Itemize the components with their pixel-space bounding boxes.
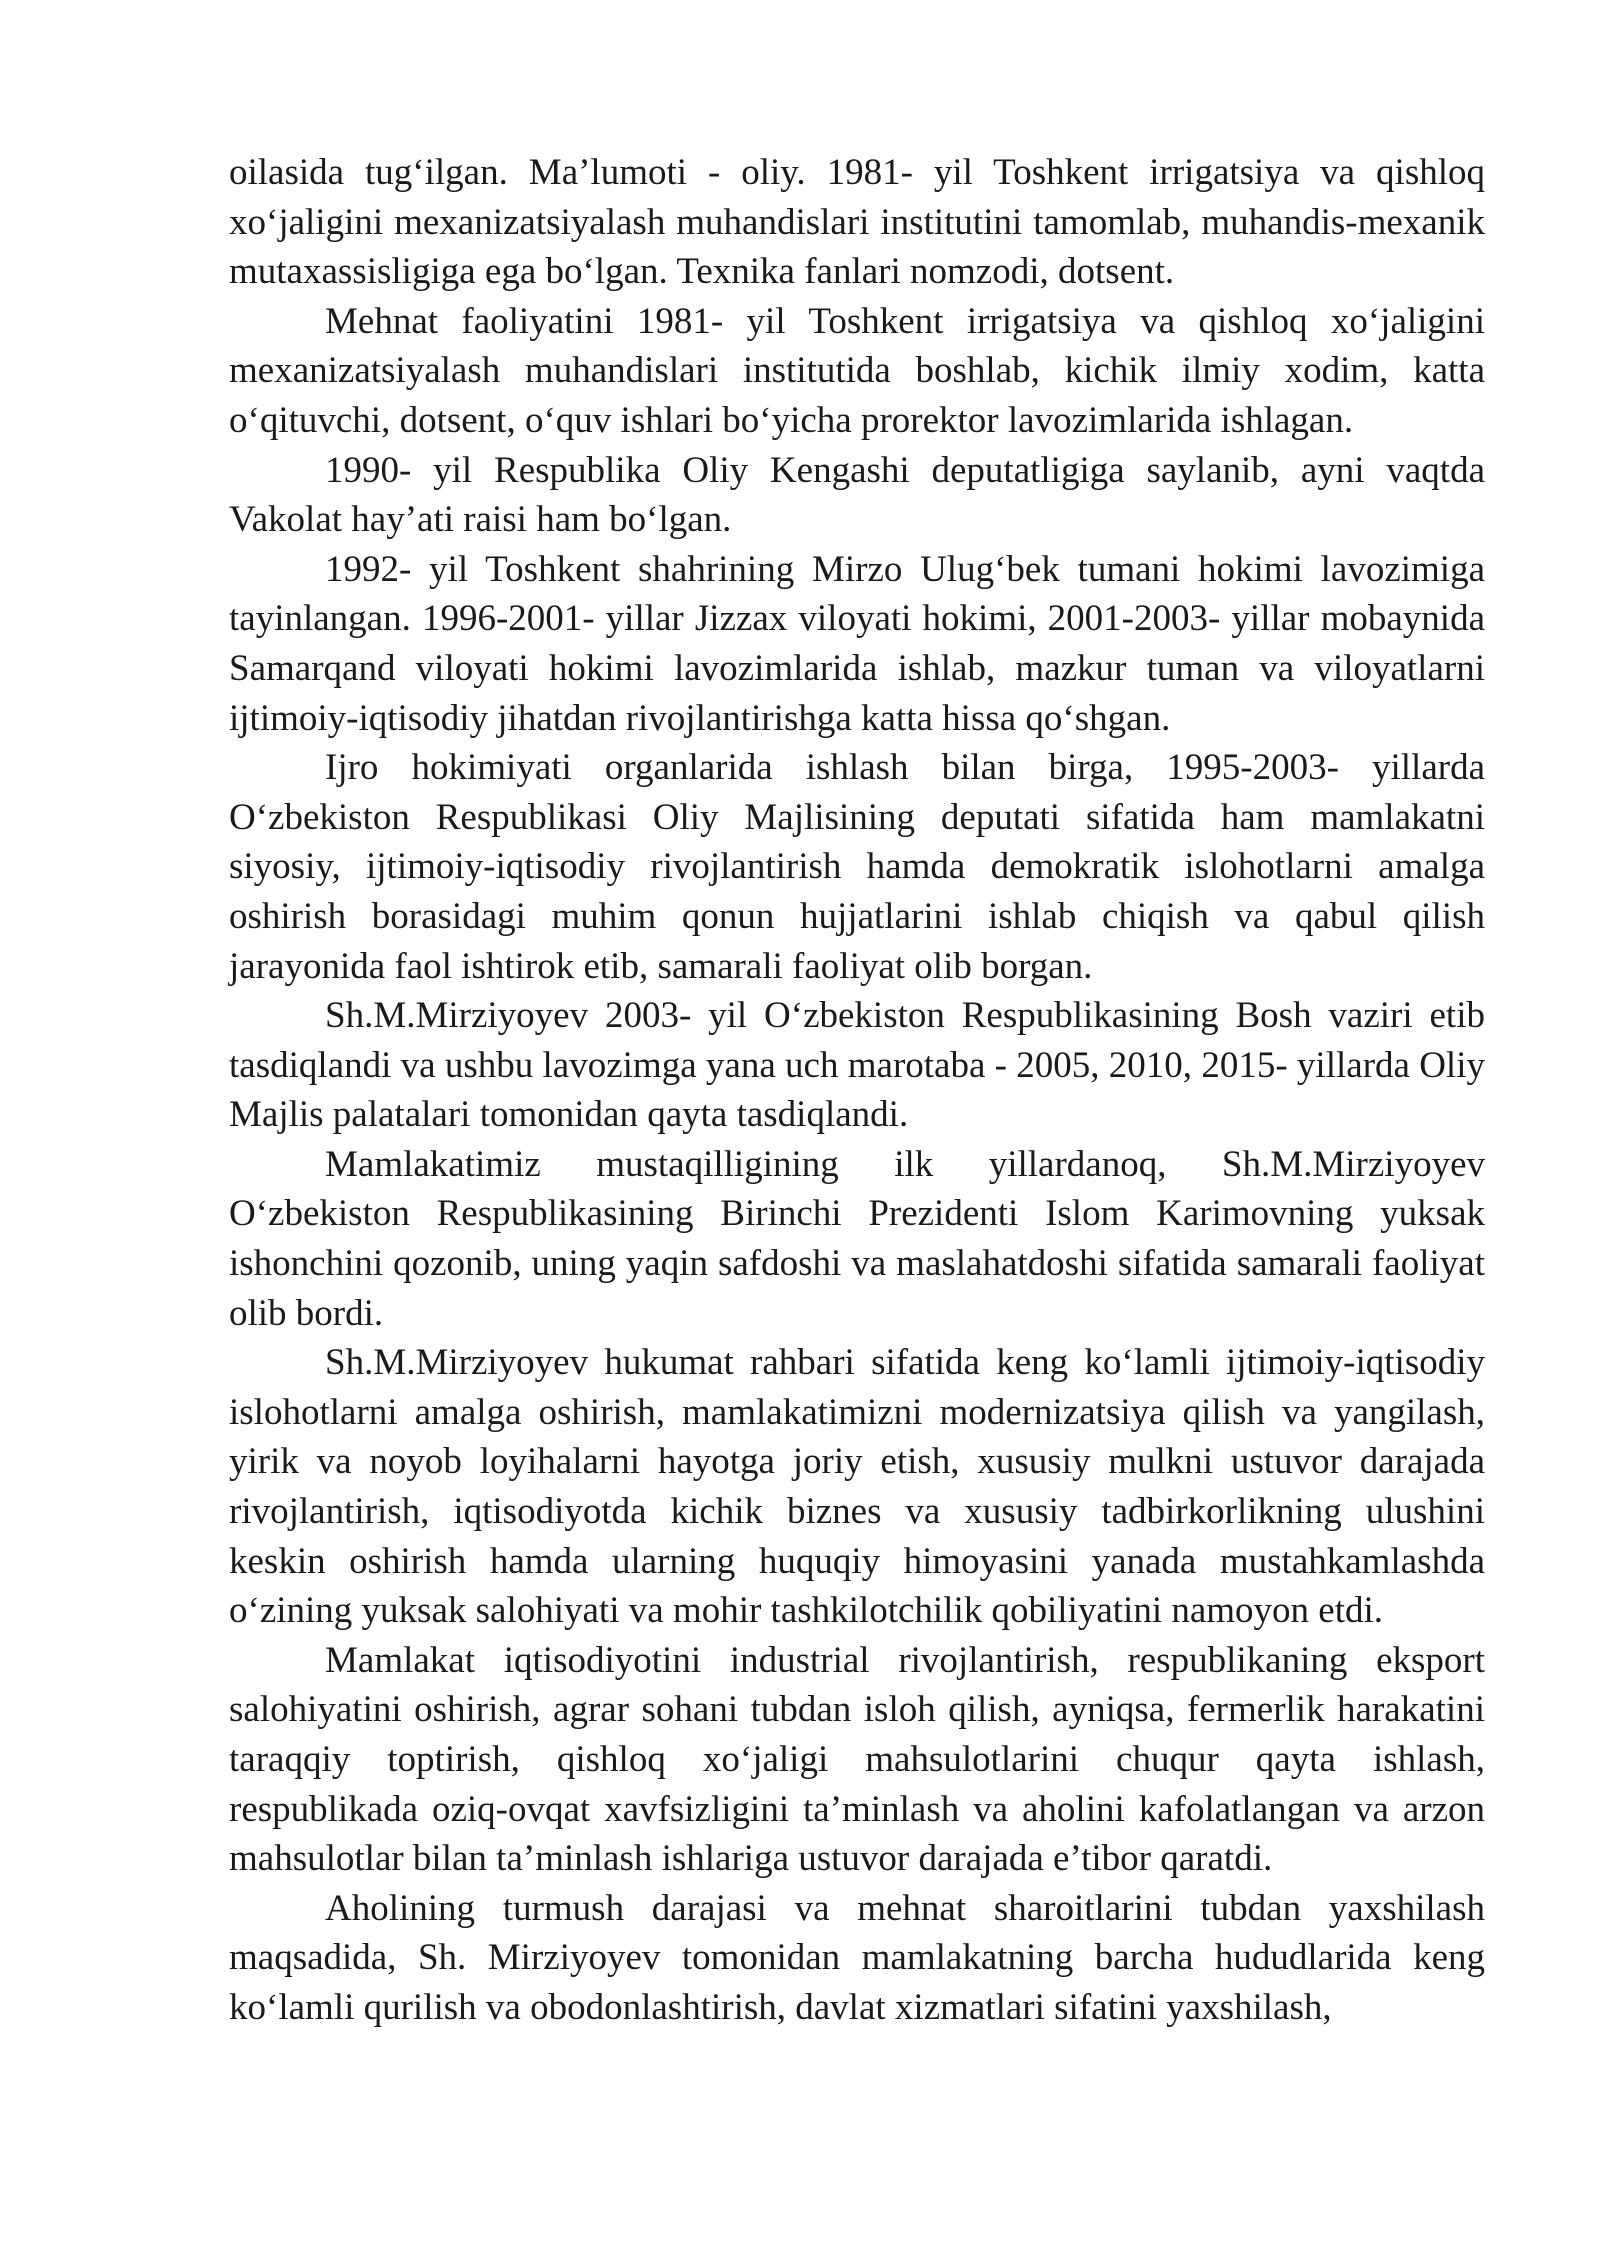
paragraph-7: Mamlakatimiz mustaqilligining ilk yillardanoq, Sh.M.Mirziyoyev O‘zbekiston Respublikasining Birinchi Prezidenti Islom Karimovning yuksak ishonchini qozonib, uning yaqin safdoshi va maslahatdoshi sifatida samarali faoliyat olib bordi. <box>229 1143 1485 1334</box>
paragraph-9: Mamlakat iqtisodiyotini industrial rivojlantirish, respublikaning eksport salohiyatini oshirish, agrar sohani tubdan isloh qilish, ayniqsa, fermerlik harakatini taraqqiy toptirish, qishloq xo‘jaligi mahsulotlarini chuqur qayta ishlash, respublikada oziq-ovqat xavfsizligini ta’minlash va aholini kafolatlangan va arzon mahsulotlar bilan ta’minlash ishlariga ustuvor darajada e’tibor qaratdi. <box>229 1639 1485 1880</box>
paragraph-4: 1992- yil Toshkent shahrining Mirzo Ulug‘bek tumani hokimi lavozimiga tayinlangan. 1996-2001- yillar Jizzax viloyati hokimi, 2001-2003- yillar mobaynida Samarqand viloyati hokimi lavozimlarida ishlab, mazkur tuman va viloyatlarni ijtimoiy-iqtisodiy jihatdan rivojlantirishga katta hissa qo‘shgan. <box>229 548 1485 739</box>
paragraph-6: Sh.M.Mirziyoyev 2003- yil O‘zbekiston Respublikasining Bosh vaziri etib tasdiqlandi va ushbu lavozimga yana uch marotaba - 2005, 2010, 2015- yillarda Oliy Majlis palatalari tomonidan qayta tasdiqlandi. <box>229 995 1485 1136</box>
paragraph-5: Ijro hokimiyati organlarida ishlash bilan birga, 1995-2003- yillarda O‘zbekiston Respublikasi Oliy Majlisining deputati sifatida ham mamlakatni siyosiy, ijtimoiy-iqtisodiy rivojlantirish hamda demokratik islohotlarni amalga oshirish borasidagi muhim qonun hujjatlarini ishlab chiqish va qabul qilish jarayonida faol ishtirok etib, samarali faoliyat olib borgan. <box>229 747 1485 987</box>
document-body <box>229 148 1485 2033</box>
paragraph-8: Sh.M.Mirziyoyev hukumat rahbari sifatida keng ko‘lamli ijtimoiy-iqtisodiy islohotlarni amalga oshirish, mamlakatimizni modernizatsiya qilish va yangilash, yirik va noyob loyihalarni hayotga joriy etish, xususiy mulkni ustuvor darajada rivojlantirish, iqtisodiyotda kichik biznes va xususiy tadbirkorlikning ulushini keskin oshirish hamda ularning huquqiy himoyasini yanada mustahkamlashda o‘zining yuksak salohiyati va mohir tashkilotchilik qobiliyatini namoyon etdi. <box>229 1342 1485 1632</box>
paragraph-1: oilasida tug‘ilgan. Ma’lumoti - oliy. 1981- yil Toshkent irrigatsiya va qishloq xo‘jaligini mexanizatsiyalash muhandislari institutini tamomlab, muhandis-mexanik mutaxassisligiga ega bo‘lgan. Texnika fanlari nomzodi, dotsent. <box>229 152 1485 293</box>
paragraph-3: 1990- yil Respublika Oliy Kengashi deputatligiga saylanib, ayni vaqtda Vakolat hay’ati raisi ham bo‘lgan. <box>229 449 1485 541</box>
paragraph-10: Aholining turmush darajasi va mehnat sharoitlarini tubdan yaxshilash maqsadida, Sh. Mirziyoyev tomonidan mamlakatning barcha hududlarida keng ko‘lamli qurilish va obodonlashtirish, davlat xizmatlari sifatini yaxshilash, <box>229 1887 1485 2028</box>
paragraph-2: Mehnat faoliyatini 1981- yil Toshkent irrigatsiya va qishloq xo‘jaligini mexanizatsiyalash muhandislari institutida boshlab, kichik ilmiy xodim, katta o‘qituvchi, dotsent, o‘quv ishlari bo‘yicha prorektor lavozimlarida ishlagan. <box>229 300 1485 441</box>
